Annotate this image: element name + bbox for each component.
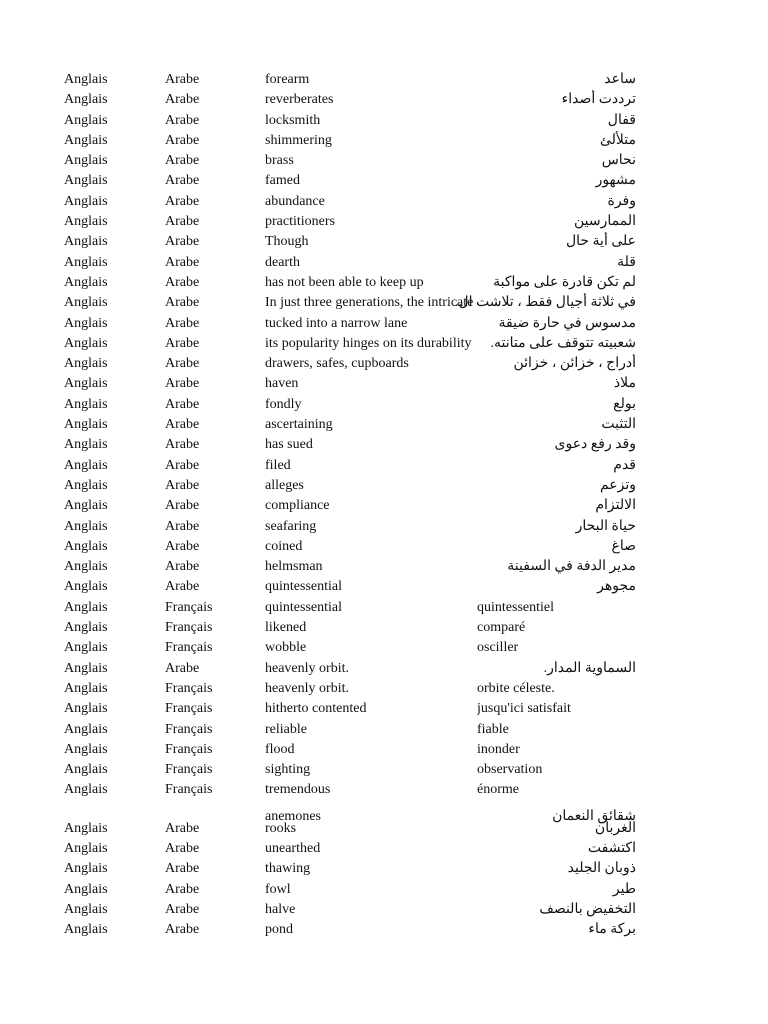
term-cell: anemones (265, 808, 321, 824)
source-language-cell: Anglais (64, 640, 108, 656)
target-language-cell: Arabe (165, 437, 200, 453)
term-cell: flood (265, 741, 295, 757)
translation-cell: مشهور (595, 173, 636, 189)
term-cell: quintessential (265, 599, 342, 615)
source-language-cell: Anglais (64, 861, 108, 877)
source-language-cell: Anglais (64, 881, 108, 897)
translation-cell: الممارسين (574, 214, 636, 230)
table-row (0, 780, 768, 800)
term-cell: helmsman (265, 559, 323, 575)
translation-cell: osciller (477, 640, 519, 656)
table-row (0, 598, 768, 618)
source-language-cell: Anglais (64, 701, 108, 717)
target-language-cell: Arabe (165, 132, 200, 148)
target-language-cell: Arabe (165, 840, 200, 856)
table-row (0, 131, 768, 151)
term-cell: hitherto contented (265, 701, 367, 717)
target-language-cell: Français (165, 741, 213, 757)
target-language-cell: Français (165, 620, 213, 636)
term-cell: shimmering (265, 132, 332, 148)
target-language-cell: Arabe (165, 214, 200, 230)
term-cell: drawers, safes, cupboards (265, 356, 409, 372)
table-row (0, 111, 768, 131)
target-language-cell: Arabe (165, 72, 200, 87)
source-language-cell: Anglais (64, 579, 108, 595)
term-cell: quintessential (265, 579, 342, 595)
term-cell: wobble (265, 640, 307, 656)
table-row (0, 192, 768, 212)
table-row (0, 577, 768, 597)
table-row (0, 859, 768, 879)
target-language-cell: Arabe (165, 153, 200, 169)
term-cell: thawing (265, 861, 311, 877)
table-row (0, 801, 768, 824)
table-row (0, 70, 768, 90)
translation-cell: مجوهر (597, 579, 636, 595)
term-cell: haven (265, 376, 299, 392)
term-cell: tremendous (265, 782, 331, 798)
term-cell: ascertaining (265, 417, 333, 433)
term-cell: compliance (265, 498, 330, 514)
source-language-cell: Anglais (64, 518, 108, 534)
target-language-cell: Arabe (165, 498, 200, 514)
target-language-cell: Arabe (165, 660, 200, 676)
source-language-cell: Anglais (64, 599, 108, 615)
translation-cell: comparé (477, 620, 526, 636)
target-language-cell: Arabe (165, 518, 200, 534)
target-language-cell: Français (165, 640, 213, 656)
translation-cell: طير (612, 881, 636, 897)
source-language-cell: Anglais (64, 680, 108, 696)
target-language-cell: Arabe (165, 417, 200, 433)
source-language-cell: Anglais (64, 840, 108, 856)
term-cell: filed (265, 457, 291, 473)
source-language-cell: Anglais (64, 538, 108, 554)
term-cell: coined (265, 538, 303, 554)
term-cell: reliable (265, 721, 307, 737)
translation-cell: ذوبان الجليد (567, 861, 636, 877)
term-cell: Though (265, 234, 309, 250)
term-cell: halve (265, 901, 296, 917)
source-language-cell: Anglais (64, 559, 108, 575)
term-cell: forearm (265, 72, 310, 87)
term-cell: pond (265, 922, 293, 938)
translation-cell: لم تكن قادرة على مواكبة (493, 274, 636, 290)
translation-cell: ترددت أصداء (561, 92, 636, 108)
term-cell: reverberates (265, 92, 334, 108)
source-language-cell: Anglais (64, 173, 108, 189)
source-language-cell: Anglais (64, 901, 108, 917)
term-cell: likened (265, 620, 307, 636)
source-language-cell: Anglais (64, 922, 108, 938)
table-row (0, 618, 768, 638)
term-cell: unearthed (265, 840, 321, 856)
term-cell: famed (265, 173, 300, 189)
table-row (0, 679, 768, 699)
target-language-cell: Arabe (165, 92, 200, 108)
translation-cell: السماوية المدار. (543, 660, 636, 676)
table-row (0, 740, 768, 760)
table-row (0, 171, 768, 191)
translation-cell: وفرة (607, 193, 636, 209)
source-language-cell: Anglais (64, 132, 108, 148)
target-language-cell: Arabe (165, 881, 200, 897)
term-cell: tucked into a narrow lane (265, 315, 408, 331)
translation-cell: orbite céleste. (477, 680, 555, 696)
source-language-cell: Anglais (64, 234, 108, 250)
term-cell: practitioners (265, 214, 335, 230)
source-language-cell: Anglais (64, 741, 108, 757)
source-language-cell: Anglais (64, 295, 108, 311)
target-language-cell: Arabe (165, 193, 200, 209)
translation-cell: وتزعم (599, 477, 636, 493)
term-cell: heavenly orbit. (265, 660, 349, 676)
target-language-cell: Français (165, 680, 213, 696)
table-row (0, 720, 768, 740)
table-row (0, 557, 768, 577)
target-language-cell: Arabe (165, 356, 200, 372)
target-language-cell: Arabe (165, 234, 200, 250)
table-row (0, 638, 768, 658)
table-row (0, 435, 768, 455)
source-language-cell: Anglais (64, 376, 108, 392)
term-cell: seafaring (265, 518, 317, 534)
term-cell: alleges (265, 477, 304, 493)
target-language-cell: Arabe (165, 820, 200, 836)
term-cell: fowl (265, 881, 291, 897)
table-row (0, 253, 768, 273)
translation-cell: أدراج ، خزائن ، خزائن (513, 356, 636, 372)
source-language-cell: Anglais (64, 274, 108, 290)
target-language-cell: Arabe (165, 335, 200, 351)
term-cell: In just three generations, the intricate (265, 295, 474, 311)
source-language-cell: Anglais (64, 620, 108, 636)
target-language-cell: Arabe (165, 376, 200, 392)
source-language-cell: Anglais (64, 660, 108, 676)
translation-cell: صاغ (611, 538, 636, 554)
term-cell: abundance (265, 193, 325, 209)
term-cell: rooks (265, 820, 297, 836)
source-language-cell: Anglais (64, 477, 108, 493)
source-language-cell: Anglais (64, 396, 108, 412)
table-row (0, 900, 768, 920)
translation-cell: شعبيته تتوقف على متانته. (490, 335, 636, 351)
table-row (0, 517, 768, 537)
target-language-cell: Arabe (165, 559, 200, 575)
translation-cell: énorme (477, 782, 519, 798)
source-language-cell: Anglais (64, 72, 108, 87)
target-language-cell: Français (165, 599, 213, 615)
source-language-cell: Anglais (64, 498, 108, 514)
source-language-cell: Anglais (64, 356, 108, 372)
table-row (0, 760, 768, 780)
translation-cell: اكتشفت (587, 840, 636, 856)
source-language-cell: Anglais (64, 417, 108, 433)
source-language-cell: Anglais (64, 112, 108, 128)
translation-cell: قدم (613, 457, 636, 473)
translation-cell: مدير الدفة في السفينة (507, 559, 636, 575)
source-language-cell: Anglais (64, 254, 108, 270)
target-language-cell: Arabe (165, 274, 200, 290)
term-cell: heavenly orbit. (265, 680, 349, 696)
term-cell: dearth (265, 254, 300, 270)
source-language-cell: Anglais (64, 437, 108, 453)
source-language-cell: Anglais (64, 214, 108, 230)
translation-cell: في ثلاثة أجيال فقط ، تلاشت ال. (454, 295, 636, 311)
target-language-cell: Arabe (165, 861, 200, 877)
translation-cell: الالتزام (595, 498, 636, 514)
target-language-cell: Arabe (165, 295, 200, 311)
translation-cell: inonder (477, 741, 520, 757)
translation-cell: قفال (607, 112, 636, 128)
source-language-cell: Anglais (64, 457, 108, 473)
target-language-cell: Français (165, 762, 213, 778)
translation-cell: حياة البحار (575, 518, 636, 534)
translation-cell: jusqu'ici satisfait (477, 701, 571, 717)
vocabulary-table (0, 70, 768, 940)
table-row (0, 232, 768, 252)
target-language-cell: Arabe (165, 538, 200, 554)
table-row (0, 819, 768, 839)
table-row (0, 476, 768, 496)
translation-cell: مدسوس في حارة ضيقة (498, 315, 636, 331)
translation-cell: ساعد (604, 72, 636, 87)
translation-cell: نحاس (601, 153, 636, 169)
term-cell: fondly (265, 396, 302, 412)
table-row (0, 415, 768, 435)
table-row (0, 374, 768, 394)
translation-cell: وقد رفع دعوى (554, 437, 636, 453)
target-language-cell: Arabe (165, 254, 200, 270)
translation-cell: بولع (613, 396, 636, 412)
term-cell: sighting (265, 762, 311, 778)
source-language-cell: Anglais (64, 153, 108, 169)
table-row (0, 354, 768, 374)
table-row (0, 395, 768, 415)
table-row (0, 334, 768, 354)
target-language-cell: Arabe (165, 457, 200, 473)
target-language-cell: Arabe (165, 922, 200, 938)
table-row (0, 293, 768, 313)
target-language-cell: Arabe (165, 477, 200, 493)
target-language-cell: Arabe (165, 396, 200, 412)
table-row (0, 273, 768, 293)
source-language-cell: Anglais (64, 335, 108, 351)
table-row (0, 456, 768, 476)
table-row (0, 880, 768, 900)
source-language-cell: Anglais (64, 721, 108, 737)
table-row (0, 839, 768, 859)
translation-cell: observation (477, 762, 543, 778)
table-row (0, 314, 768, 334)
target-language-cell: Arabe (165, 901, 200, 917)
translation-cell: شقائق النعمان (552, 808, 636, 824)
translation-cell: quintessentiel (477, 599, 554, 615)
translation-cell: على أية حال (565, 234, 636, 250)
translation-cell: fiable (477, 721, 509, 737)
target-language-cell: Arabe (165, 315, 200, 331)
term-cell: has sued (265, 437, 313, 453)
source-language-cell: Anglais (64, 193, 108, 209)
translation-cell: بركة ماء (588, 922, 636, 938)
source-language-cell: Anglais (64, 315, 108, 331)
table-row (0, 90, 768, 110)
translation-cell: التثبت (601, 417, 636, 433)
term-cell: brass (265, 153, 294, 169)
target-language-cell: Français (165, 701, 213, 717)
table-row (0, 496, 768, 516)
term-cell: has not been able to keep up (265, 274, 424, 290)
target-language-cell: Français (165, 721, 213, 737)
table-row (0, 699, 768, 719)
target-language-cell: Arabe (165, 173, 200, 189)
target-language-cell: Français (165, 782, 213, 798)
translation-cell: ملاذ (613, 376, 636, 392)
translation-cell: متلألئ (599, 132, 636, 148)
translation-cell: التخفيض بالنصف (539, 901, 636, 917)
target-language-cell: Arabe (165, 579, 200, 595)
table-row (0, 151, 768, 171)
source-language-cell: Anglais (64, 92, 108, 108)
table-row (0, 537, 768, 557)
source-language-cell: Anglais (64, 762, 108, 778)
target-language-cell: Arabe (165, 112, 200, 128)
translation-cell: الغربان (594, 820, 636, 836)
term-cell: its popularity hinges on its durability (265, 335, 472, 351)
table-row (0, 212, 768, 232)
source-language-cell: Anglais (64, 782, 108, 798)
source-language-cell: Anglais (64, 820, 108, 836)
table-row (0, 659, 768, 679)
term-cell: locksmith (265, 112, 321, 128)
table-row (0, 920, 768, 940)
translation-cell: قلة (617, 254, 636, 270)
